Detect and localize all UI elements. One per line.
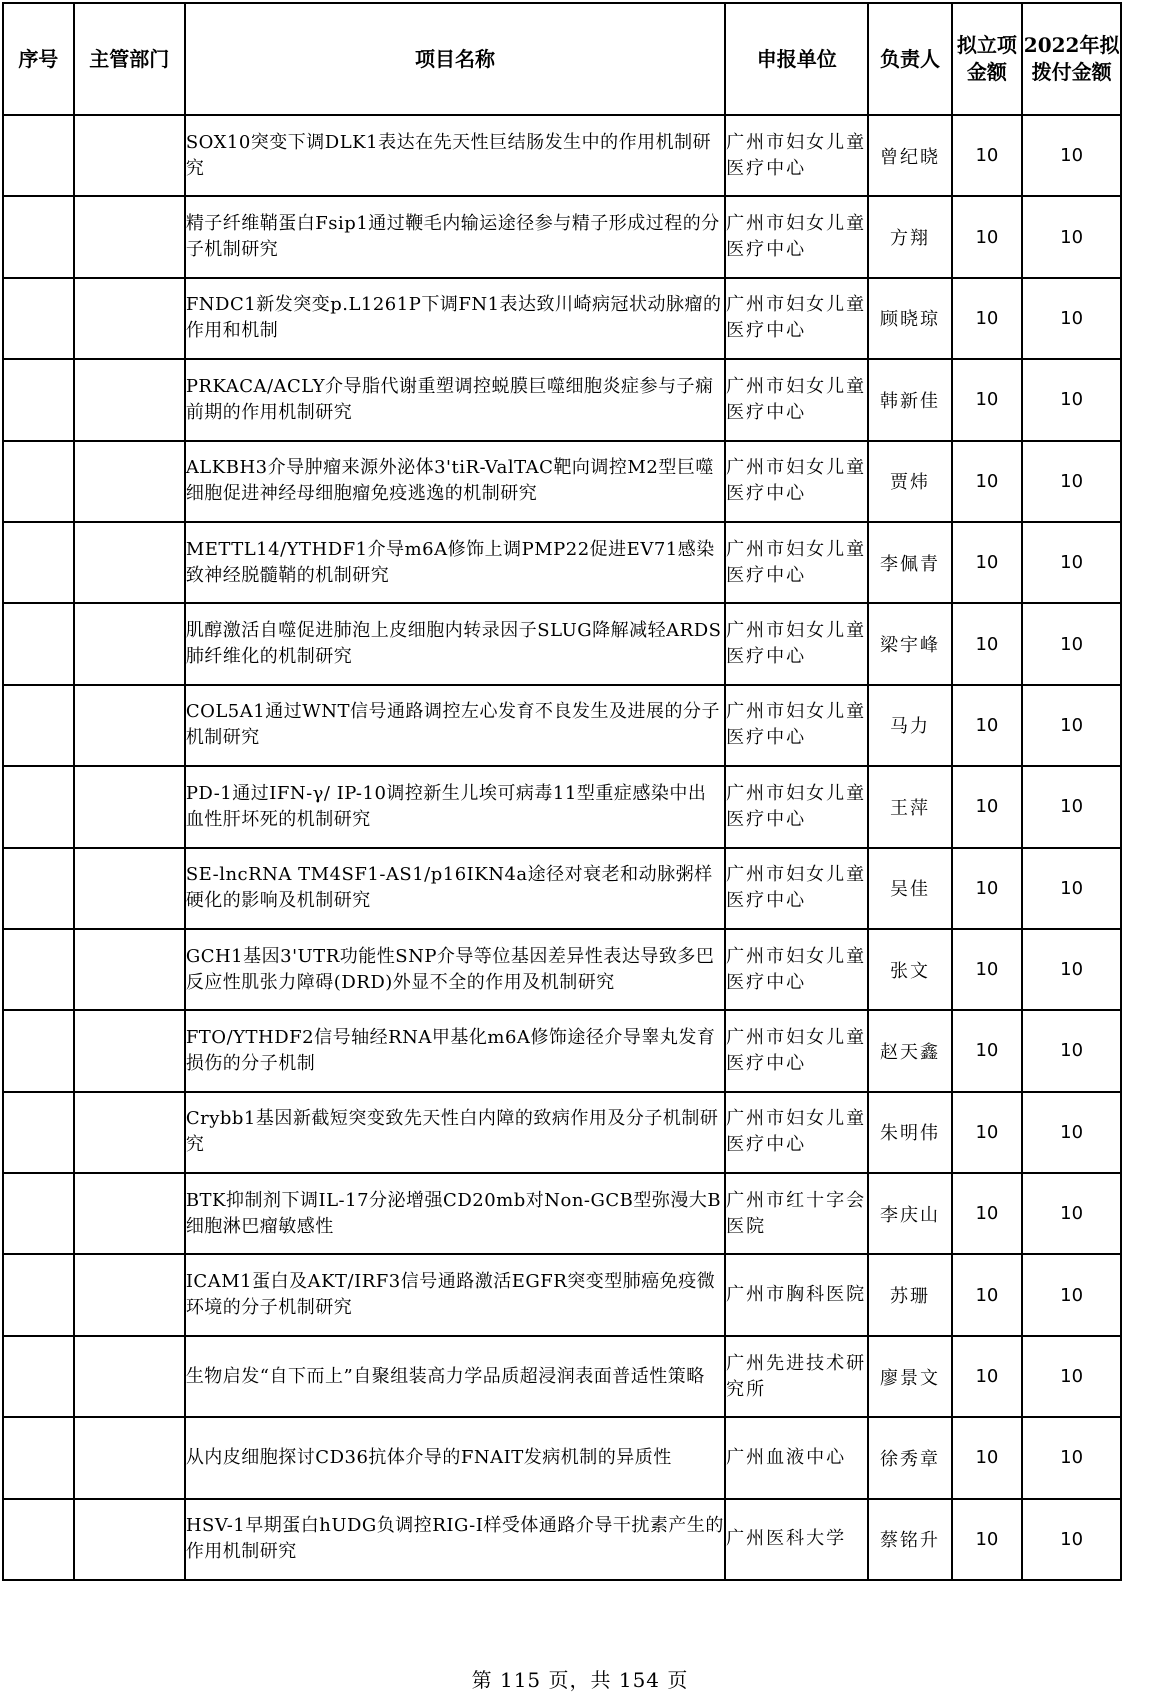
amount-cell: 10 xyxy=(952,848,1023,929)
dept-cell xyxy=(74,359,185,440)
person-cell: 李佩青 xyxy=(868,522,951,603)
project-name-cell: 肌醇激活自噬促进肺泡上皮细胞内转录因子SLUG降解减轻ARDS肺纤维化的机制研究 xyxy=(185,603,725,684)
table-row xyxy=(3,522,1121,603)
person-cell: 马力 xyxy=(868,685,951,766)
dept-cell xyxy=(74,929,185,1010)
person-cell: 蔡铭升 xyxy=(868,1499,951,1580)
seq-cell xyxy=(3,685,74,766)
seq-cell xyxy=(3,1010,74,1091)
person-cell: 曾纪晓 xyxy=(868,115,951,196)
unit-cell: 广州市妇女儿童医疗中心 xyxy=(725,848,868,929)
seq-cell xyxy=(3,603,74,684)
seq-cell xyxy=(3,1173,74,1254)
header-unit: 申报单位 xyxy=(725,3,868,115)
project-name-cell: COL5A1通过WNT信号通路调控左心发育不良发生及进展的分子机制研究 xyxy=(185,685,725,766)
project-table xyxy=(2,2,1122,1581)
amount-cell: 10 xyxy=(952,929,1023,1010)
amount-2022-cell: 10 xyxy=(1022,1173,1121,1254)
seq-cell xyxy=(3,929,74,1010)
seq-cell xyxy=(3,441,74,522)
seq-cell xyxy=(3,766,74,847)
dept-cell xyxy=(74,685,185,766)
amount-cell: 10 xyxy=(952,1092,1023,1173)
table-row xyxy=(3,603,1121,684)
unit-cell: 广州市胸科医院 xyxy=(725,1254,868,1335)
amount-2022-cell: 10 xyxy=(1022,115,1121,196)
table-row xyxy=(3,441,1121,522)
person-cell: 方翔 xyxy=(868,196,951,277)
unit-cell: 广州市妇女儿童医疗中心 xyxy=(725,1010,868,1091)
unit-cell: 广州市妇女儿童医疗中心 xyxy=(725,929,868,1010)
seq-cell xyxy=(3,359,74,440)
dept-cell xyxy=(74,1092,185,1173)
table-row xyxy=(3,278,1121,359)
dept-cell xyxy=(74,1254,185,1335)
amount-cell: 10 xyxy=(952,1336,1023,1417)
unit-cell: 广州市妇女儿童医疗中心 xyxy=(725,603,868,684)
unit-cell: 广州市妇女儿童医疗中心 xyxy=(725,522,868,603)
table-row xyxy=(3,1336,1121,1417)
amount-2022-cell: 10 xyxy=(1022,441,1121,522)
amount-cell: 10 xyxy=(952,1010,1023,1091)
dept-cell xyxy=(74,196,185,277)
project-name-cell: SE-lncRNA TM4SF1-AS1/p16IKN4a途径对衰老和动脉粥样硬化的影响及机制研究 xyxy=(185,848,725,929)
amount-2022-cell: 10 xyxy=(1022,848,1121,929)
seq-cell xyxy=(3,1417,74,1498)
dept-cell xyxy=(74,1010,185,1091)
seq-cell xyxy=(3,196,74,277)
header-seq: 序号 xyxy=(3,3,74,115)
amount-2022-cell: 10 xyxy=(1022,929,1121,1010)
table-row xyxy=(3,1173,1121,1254)
amount-2022-cell: 10 xyxy=(1022,685,1121,766)
unit-cell: 广州血液中心 xyxy=(725,1417,868,1498)
seq-cell xyxy=(3,1092,74,1173)
project-name-cell: HSV-1早期蛋白hUDG负调控RIG-I样受体通路介导干扰素产生的作用机制研究 xyxy=(185,1499,725,1580)
project-name-cell: FNDC1新发突变p.L1261P下调FN1表达致川崎病冠状动脉瘤的作用和机制 xyxy=(185,278,725,359)
person-cell: 朱明伟 xyxy=(868,1092,951,1173)
person-cell: 张文 xyxy=(868,929,951,1010)
amount-cell: 10 xyxy=(952,1173,1023,1254)
amount-cell: 10 xyxy=(952,115,1023,196)
seq-cell xyxy=(3,278,74,359)
person-cell: 李庆山 xyxy=(868,1173,951,1254)
person-cell: 吴佳 xyxy=(868,848,951,929)
table-row xyxy=(3,1010,1121,1091)
amount-cell: 10 xyxy=(952,1499,1023,1580)
project-name-cell: PRKACA/ACLY介导脂代谢重塑调控蜕膜巨噬细胞炎症参与子痫前期的作用机制研究 xyxy=(185,359,725,440)
seq-cell xyxy=(3,1254,74,1335)
page-footer: 第 115 页，共 154 页 xyxy=(471,1668,689,1692)
project-name-cell: Crybb1基因新截短突变致先天性白内障的致病作用及分子机制研究 xyxy=(185,1092,725,1173)
table-row xyxy=(3,685,1121,766)
amount-2022-cell: 10 xyxy=(1022,522,1121,603)
project-name-cell: ICAM1蛋白及AKT/IRF3信号通路激活EGFR突变型肺癌免疫微环境的分子机制研究 xyxy=(185,1254,725,1335)
table-row xyxy=(3,1254,1121,1335)
header-amount: 拟立项金额 xyxy=(952,3,1023,115)
amount-cell: 10 xyxy=(952,1254,1023,1335)
dept-cell xyxy=(74,1417,185,1498)
project-name-cell: ALKBH3介导肿瘤来源外泌体3'tiR-ValTAC靶向调控M2型巨噬细胞促进神经母细胞瘤免疫逃逸的机制研究 xyxy=(185,441,725,522)
table-row xyxy=(3,848,1121,929)
unit-cell: 广州市妇女儿童医疗中心 xyxy=(725,685,868,766)
dept-cell xyxy=(74,1173,185,1254)
person-cell: 贾炜 xyxy=(868,441,951,522)
person-cell: 廖景文 xyxy=(868,1336,951,1417)
amount-2022-cell: 10 xyxy=(1022,1417,1121,1498)
amount-2022-cell: 10 xyxy=(1022,196,1121,277)
table-row xyxy=(3,196,1121,277)
unit-cell: 广州市妇女儿童医疗中心 xyxy=(725,278,868,359)
table-row xyxy=(3,1417,1121,1498)
amount-cell: 10 xyxy=(952,278,1023,359)
table-row xyxy=(3,1499,1121,1580)
seq-cell xyxy=(3,115,74,196)
amount-cell: 10 xyxy=(952,603,1023,684)
unit-cell: 广州医科大学 xyxy=(725,1499,868,1580)
seq-cell xyxy=(3,1499,74,1580)
amount-cell: 10 xyxy=(952,685,1023,766)
dept-cell xyxy=(74,766,185,847)
seq-cell xyxy=(3,1336,74,1417)
dept-cell xyxy=(74,115,185,196)
unit-cell: 广州市妇女儿童医疗中心 xyxy=(725,115,868,196)
header-project: 项目名称 xyxy=(185,3,725,115)
amount-2022-cell: 10 xyxy=(1022,1254,1121,1335)
dept-cell xyxy=(74,603,185,684)
dept-cell xyxy=(74,278,185,359)
unit-cell: 广州先进技术研究所 xyxy=(725,1336,868,1417)
amount-2022-cell: 10 xyxy=(1022,766,1121,847)
unit-cell: 广州市妇女儿童医疗中心 xyxy=(725,441,868,522)
dept-cell xyxy=(74,848,185,929)
seq-cell xyxy=(3,848,74,929)
project-name-cell: FTO/YTHDF2信号轴经RNA甲基化m6A修饰途径介导睾丸发育损伤的分子机制 xyxy=(185,1010,725,1091)
header-dept: 主管部门 xyxy=(74,3,185,115)
amount-2022-cell: 10 xyxy=(1022,1499,1121,1580)
unit-cell: 广州市妇女儿童医疗中心 xyxy=(725,196,868,277)
person-cell: 赵天鑫 xyxy=(868,1010,951,1091)
amount-cell: 10 xyxy=(952,441,1023,522)
amount-cell: 10 xyxy=(952,522,1023,603)
unit-cell: 广州市妇女儿童医疗中心 xyxy=(725,359,868,440)
table-row xyxy=(3,115,1121,196)
header-amount-2022: 2022年拟拨付金额 xyxy=(1022,3,1121,115)
amount-cell: 10 xyxy=(952,359,1023,440)
person-cell: 王萍 xyxy=(868,766,951,847)
amount-2022-cell: 10 xyxy=(1022,278,1121,359)
table-header xyxy=(3,3,1121,115)
person-cell: 徐秀章 xyxy=(868,1417,951,1498)
table-row xyxy=(3,1092,1121,1173)
seq-cell xyxy=(3,522,74,603)
project-name-cell: METTL14/YTHDF1介导m6A修饰上调PMP22促进EV71感染致神经脱髓鞘的机制研究 xyxy=(185,522,725,603)
table-body xyxy=(3,115,1121,1580)
project-name-cell: SOX10突变下调DLK1表达在先天性巨结肠发生中的作用机制研究 xyxy=(185,115,725,196)
amount-cell: 10 xyxy=(952,196,1023,277)
amount-2022-cell: 10 xyxy=(1022,359,1121,440)
project-name-cell: PD-1通过IFN-γ/ IP-10调控新生儿埃可病毒11型重症感染中出血性肝坏死的机制研究 xyxy=(185,766,725,847)
person-cell: 苏珊 xyxy=(868,1254,951,1335)
dept-cell xyxy=(74,522,185,603)
table-row xyxy=(3,929,1121,1010)
project-name-cell: 生物启发“自下而上”自聚组装高力学品质超浸润表面普适性策略 xyxy=(185,1336,725,1417)
unit-cell: 广州市妇女儿童医疗中心 xyxy=(725,766,868,847)
table-row xyxy=(3,766,1121,847)
dept-cell xyxy=(74,441,185,522)
amount-2022-cell: 10 xyxy=(1022,1092,1121,1173)
header-person: 负责人 xyxy=(868,3,951,115)
amount-2022-cell: 10 xyxy=(1022,1010,1121,1091)
project-name-cell: BTK抑制剂下调IL-17分泌增强CD20mb对Non-GCB型弥漫大B细胞淋巴瘤敏感性 xyxy=(185,1173,725,1254)
unit-cell: 广州市妇女儿童医疗中心 xyxy=(725,1092,868,1173)
amount-cell: 10 xyxy=(952,1417,1023,1498)
project-name-cell: 从内皮细胞探讨CD36抗体介导的FNAIT发病机制的异质性 xyxy=(185,1417,725,1498)
person-cell: 韩新佳 xyxy=(868,359,951,440)
unit-cell: 广州市红十字会医院 xyxy=(725,1173,868,1254)
amount-2022-cell: 10 xyxy=(1022,1336,1121,1417)
dept-cell xyxy=(74,1336,185,1417)
person-cell: 顾晓琼 xyxy=(868,278,951,359)
amount-cell: 10 xyxy=(952,766,1023,847)
person-cell: 梁宇峰 xyxy=(868,603,951,684)
project-name-cell: GCH1基因3'UTR功能性SNP介导等位基因差异性表达导致多巴反应性肌张力障碍(DRD)外显不全的作用及机制研究 xyxy=(185,929,725,1010)
amount-2022-cell: 10 xyxy=(1022,603,1121,684)
project-name-cell: 精子纤维鞘蛋白Fsip1通过鞭毛内输运途径参与精子形成过程的分子机制研究 xyxy=(185,196,725,277)
table-row xyxy=(3,359,1121,440)
dept-cell xyxy=(74,1499,185,1580)
